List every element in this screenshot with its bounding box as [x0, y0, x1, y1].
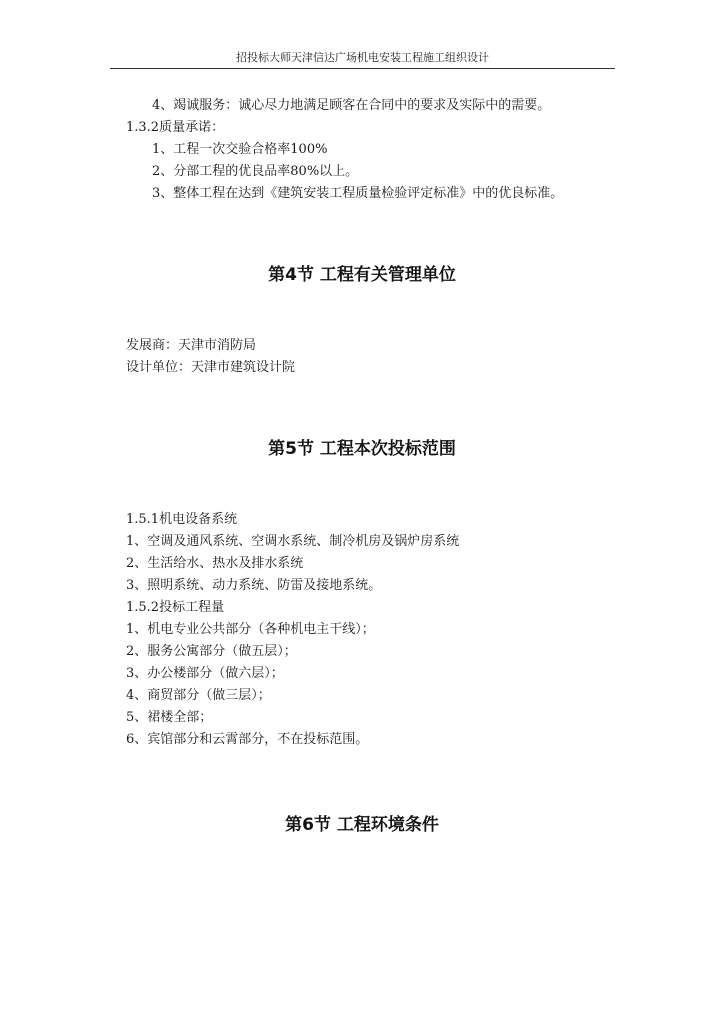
section-5-heading: 第5节 工程本次投标范围	[268, 439, 456, 459]
quality-item: 2、分部工程的优良品率80%以上。	[152, 164, 359, 179]
quality-item: 3、整体工程在达到《建筑安装工程质量检验评定标准》中的优良标准。	[152, 186, 564, 201]
developer-line: 发展商：天津市消防局	[126, 338, 257, 353]
quantity-item: 3、办公楼部分（做六层）；	[126, 666, 284, 681]
subsection-151-heading: 1.5.1机电设备系统	[126, 512, 238, 527]
section-4-heading: 第4节 工程有关管理单位	[268, 265, 456, 285]
system-item: 1、空调及通风系统、空调水系统、制冷机房及锅炉房系统	[126, 534, 460, 549]
quantity-item: 1、机电专业公共部分（各种机电主干线）；	[126, 622, 375, 637]
service-item-4: 4、竭诚服务：诚心尽力地满足顾客在合同中的要求及实际中的需要。	[152, 98, 551, 113]
designer-line: 设计单位：天津市建筑设计院	[126, 360, 296, 375]
quantity-item: 4、商贸部分（做三层）；	[126, 688, 271, 703]
subsection-152-heading: 1.5.2投标工程量	[126, 600, 225, 615]
quantity-item: 5、裙楼全部；	[126, 710, 213, 725]
system-item: 3、照明系统、动力系统、防雷及接地系统。	[126, 578, 382, 593]
system-item: 2、生活给水、热水及排水系统	[126, 556, 304, 571]
quality-commitment-heading: 1.3.2质量承诺：	[126, 120, 225, 135]
section-6-heading: 第6节 工程环境条件	[285, 815, 439, 835]
quality-item: 1、工程一次交验合格率100%	[152, 142, 328, 157]
running-header: 招投标大师天津信达广场机电安装工程施工组织设计	[110, 50, 615, 69]
quantity-item: 6、宾馆部分和云霄部分，不在投标范围。	[126, 732, 369, 747]
quantity-item: 2、服务公寓部分（做五层）；	[126, 644, 297, 659]
